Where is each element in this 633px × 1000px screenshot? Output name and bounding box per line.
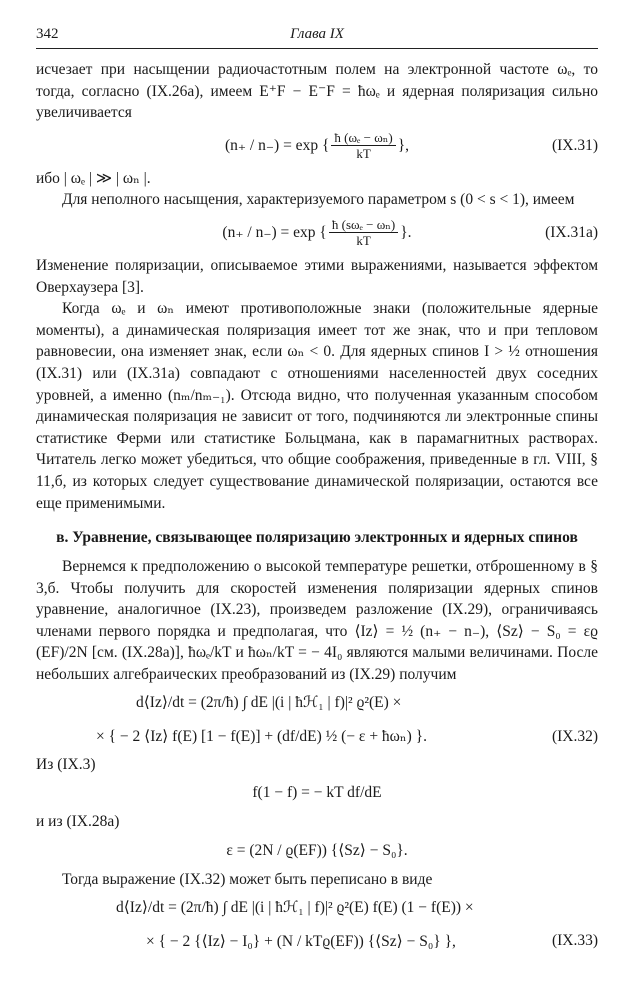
eq6-line1: d⟨Iz⟩/dt = (2π/ħ) ∫ dE |(i | ħℋ₁ | f)|² ϱ²(E) f(E) (1 − f(E)) ×: [116, 898, 474, 916]
eq1-label: (IX.31): [551, 136, 598, 154]
paragraph-1: исчезает при насыщении радиочастотным полем на электронной частоте ωₑ, то тогда, согласно (IX.26a), имеем E⁺F − E⁻F = ħωₑ и ядерная поляризация сильно увеличивается: [36, 61, 598, 122]
eq2-label: (IX.31a): [545, 224, 598, 242]
paragraph-8: и из (IX.28a): [36, 813, 120, 831]
section-heading: в. Уравнение, связывающее поляризацию электронных и ядерных спинов: [56, 529, 578, 547]
eq1-numerator: ħ (ωₑ − ωₙ): [331, 130, 395, 146]
eq1-lhs: (n₊ / n₋) = exp {: [224, 136, 330, 154]
eq1-tail: },: [397, 136, 410, 154]
equation-ix-31: [36, 124, 598, 168]
equation-ix-31a: [36, 211, 598, 255]
paragraph-3: Для неполного насыщения, характеризуемого параметром s (0 < s < 1), имеем: [62, 191, 575, 209]
paragraph-6: Вернемся к предположению о высокой температуре решетки, отброшенному в § 3,б. Чтобы получить для скоростей изменения поляризации ядерных спинов уравнение, аналогичное (IX.23), произведем разложение (IX.29), ограничиваясь членами первого порядка и предполагая, что ⟨Iz⟩ = ½ (n₊ − n₋), ⟨Sz⟩ − S₀ = εϱ (EF)/2N [см. (IX.28a)], ħωₑ/kT и ħωₙ/kT = − 4I₀ являются малыми величинами. После небольших алгебраических преобразований из (IX.29) получим: [36, 558, 598, 684]
eq3-line1: d⟨Iz⟩/dt = (2π/ħ) ∫ dE |(i | ħℋ₁ | f)|² ϱ²(E) ×: [136, 693, 402, 711]
paragraph-4: Изменение поляризации, описываемое этими выражениями, называется эффектом Оверхаузера [3].: [36, 256, 598, 296]
equation-ix-32-line-2: [36, 720, 598, 754]
paragraph-7: Из (IX.3): [36, 755, 96, 773]
eq4: f(1 − f) = − kT df/dE: [252, 784, 382, 802]
eq3-line2: × { − 2 ⟨Iz⟩ f(E) [1 − f(E)] + (df/dE) ½ (− ε + ħωₙ) }.: [96, 727, 427, 745]
eq5: ε = (2N / ϱ(EF)) {⟨Sz⟩ − S₀}.: [226, 842, 408, 860]
eq1-denominator: kT: [356, 146, 371, 162]
eq2-numerator: ħ (sωₑ − ωₙ): [329, 217, 398, 233]
eq6-label: (IX.33): [551, 932, 598, 950]
chapter-title: Глава IX: [290, 26, 344, 42]
eq3-label: (IX.32): [551, 727, 598, 745]
eq2-fraction: [329, 217, 398, 248]
paragraph-9: Тогда выражение (IX.32) может быть переписано в виде: [62, 870, 433, 888]
eq2-tail: }.: [400, 224, 412, 242]
page-header: [36, 24, 598, 49]
equation-ix-33-line-1: [36, 890, 598, 924]
page-number: 342: [36, 26, 59, 42]
paragraph-2: ибо | ωₑ | ≫ | ωₙ |.: [36, 169, 151, 187]
eq6-line2: × { − 2 {⟨Iz⟩ − I₀} + (N / kTϱ(EF)) {⟨Sz⟩ − S₀} },: [146, 932, 456, 950]
eq1-fraction: [331, 130, 395, 161]
equation-epsilon: [36, 833, 598, 869]
book-page: [36, 24, 598, 958]
paragraph-5: Когда ωₑ и ωₙ имеют противоположные знаки (положительные ядерные моменты), а динамическая поляризация имеет тот же знак, что и при тепловом равновесии, она изменяет знак, если ωₙ < 0. Для ядерных спинов I > ½ отношения (IX.31) или (IX.31a) совпадают с отношениями населенностей двух соседних уровней, а именно (nₘ/nₘ₋₁). Отсюда видно, что полученная указанным способом динамическая поляризация не зависит от того, подчиняются ли электронные спины статистике Ферми или статистике Больцмана, как в парамагнитных растворах. Читатель легко может убедиться, что общие соображения, приведенные в гл. VIII, § 11,б, из которых следует существование динамической поляризации, остаются все еще применимыми.: [36, 300, 598, 512]
equation-ix-33-line-2: [36, 924, 598, 958]
eq2-denominator: kT: [356, 233, 371, 249]
equation-f: [36, 775, 598, 811]
eq2-lhs: (n₊ / n₋) = exp {: [222, 224, 327, 242]
equation-ix-32-line-1: [36, 686, 598, 720]
